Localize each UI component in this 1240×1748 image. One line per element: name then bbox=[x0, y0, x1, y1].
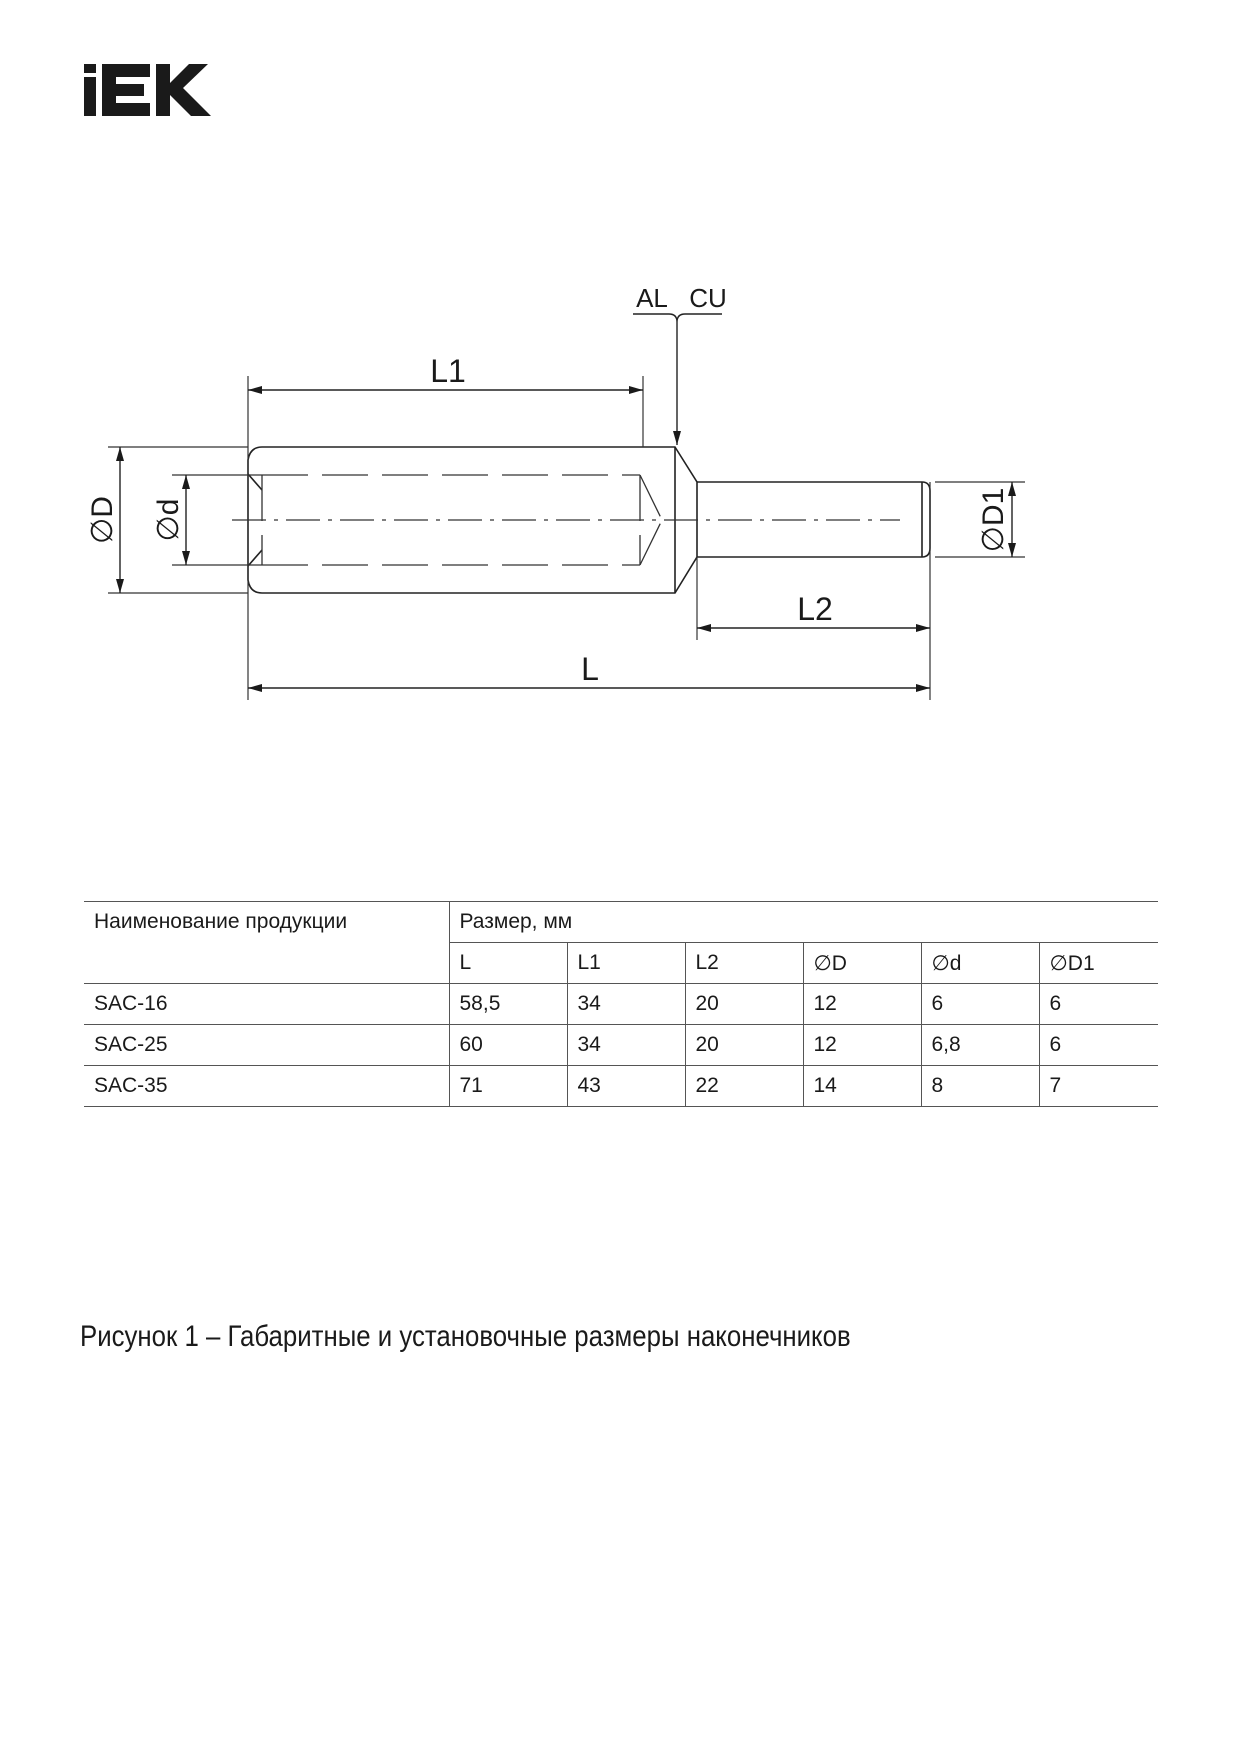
table-cell: 20 bbox=[685, 1025, 803, 1066]
product-name: SAC-35 bbox=[84, 1066, 449, 1107]
table-row bbox=[84, 1025, 1158, 1066]
table-cell: 6 bbox=[1039, 1025, 1158, 1066]
table-cell: 7 bbox=[1039, 1066, 1158, 1107]
dim-L-label: L bbox=[581, 651, 599, 687]
dim-D1-label: ∅D1 bbox=[977, 487, 1010, 553]
column-header: L bbox=[449, 943, 567, 984]
column-header: L2 bbox=[685, 943, 803, 984]
table-cell: 20 bbox=[685, 984, 803, 1025]
table-header-row bbox=[84, 902, 1158, 943]
dimensions-table bbox=[84, 901, 1158, 1107]
table-row bbox=[84, 984, 1158, 1025]
product-name: SAC-25 bbox=[84, 1025, 449, 1066]
table-cell: 8 bbox=[921, 1066, 1039, 1107]
figure-caption: Рисунок 1 – Габаритные и установочные размеры наконечников bbox=[80, 1320, 851, 1353]
table-cell: 6,8 bbox=[921, 1025, 1039, 1066]
table-cell: 34 bbox=[567, 1025, 685, 1066]
table-cell: 12 bbox=[803, 984, 921, 1025]
header-size: Размер, мм bbox=[449, 902, 1158, 943]
table-cell: 12 bbox=[803, 1025, 921, 1066]
table-cell: 71 bbox=[449, 1066, 567, 1107]
table-cell: 43 bbox=[567, 1066, 685, 1107]
dim-d-label: ∅d bbox=[152, 498, 185, 542]
product-name: SAC-16 bbox=[84, 984, 449, 1025]
column-header: ∅D1 bbox=[1039, 943, 1158, 984]
table-cell: 6 bbox=[1039, 984, 1158, 1025]
table-cell: 22 bbox=[685, 1066, 803, 1107]
table-cell: 34 bbox=[567, 984, 685, 1025]
column-header: ∅d bbox=[921, 943, 1039, 984]
dim-L1-label: L1 bbox=[430, 353, 466, 389]
dim-L2-label: L2 bbox=[797, 591, 833, 627]
header-product-name: Наименование продукции bbox=[84, 902, 449, 984]
table-cell: 6 bbox=[921, 984, 1039, 1025]
lug-dimension-drawing bbox=[0, 0, 1240, 760]
column-header: ∅D bbox=[803, 943, 921, 984]
dim-D-label: ∅D bbox=[86, 496, 119, 544]
table-cell: 58,5 bbox=[449, 984, 567, 1025]
table-cell: 14 bbox=[803, 1066, 921, 1107]
material-al-label: AL bbox=[636, 283, 668, 313]
table-cell: 60 bbox=[449, 1025, 567, 1066]
material-cu-label: CU bbox=[689, 283, 727, 313]
column-header: L1 bbox=[567, 943, 685, 984]
table-row bbox=[84, 1066, 1158, 1107]
